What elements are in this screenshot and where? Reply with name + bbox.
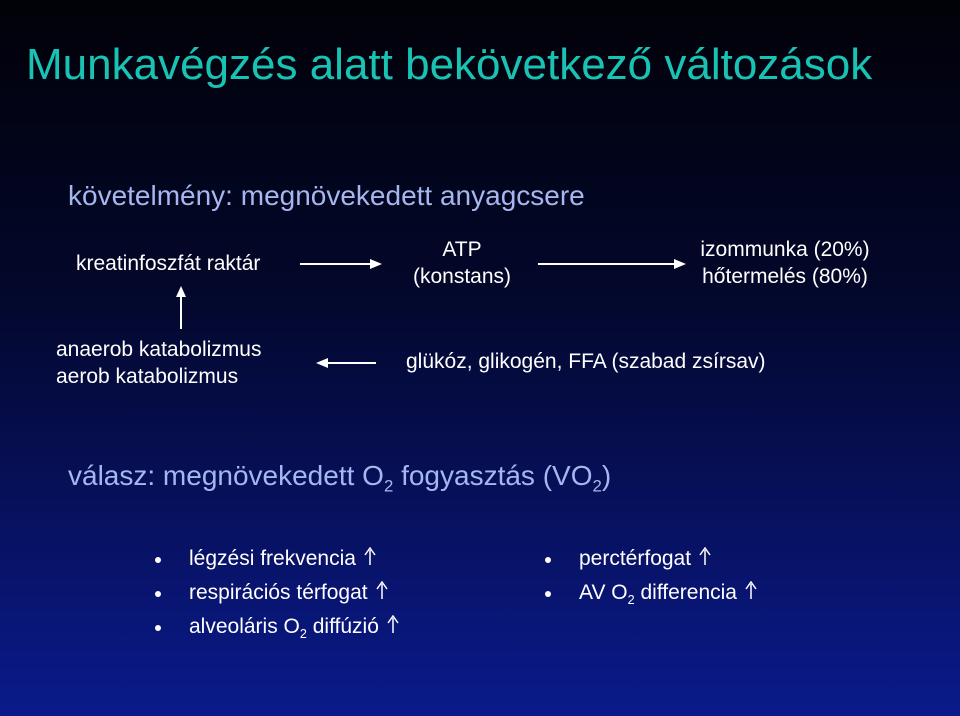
requirement-heading: követelmény: megnövekedett anyagcsere [68,180,585,211]
slide-title: Munkavégzés alatt bekövetkező változások [26,40,873,89]
heat-production-label: hőtermelés (80%) [702,265,868,288]
increase-arrow-icon [745,581,757,599]
increase-arrow-icon [387,615,399,633]
atp-box [400,236,524,290]
substrates-label: glükóz, glikogén, FFA (szabad zsírsav) [406,350,766,373]
atp-label: ATP [442,238,482,261]
bullet-list-right [545,542,757,610]
arrow-right-1-icon [300,256,384,272]
increase-arrow-icon [376,581,388,599]
aerobic-catabolism-label: aerob katabolizmus [56,365,239,388]
outcome-box [680,236,890,290]
creatine-phosphate-label: kreatinfoszfát raktár [76,252,261,275]
list-item: AV $O_2$ differencia [545,576,757,610]
list-item: respirációs térfogat [155,576,399,610]
atp-constant-label: (konstans) [412,265,512,288]
list-item: perctérfogat [545,542,757,576]
arrow-right-2-icon [538,256,688,272]
arrow-up-icon [173,285,189,331]
anaerobic-catabolism-label: anaerob katabolizmus [56,338,262,361]
increase-arrow-icon [364,547,376,565]
arrow-left-icon [314,355,378,371]
list-item: alveoláris $O_2$ diffúzió [155,610,399,644]
bullet-list-left [155,542,399,644]
increase-arrow-icon [699,547,711,565]
muscle-work-label: izommunka (20%) [700,238,870,261]
response-heading: válasz: megnövekedett $O_2$ fogyasztás $(VO_2)$ [68,460,612,496]
list-item: légzési frekvencia [155,542,399,576]
catabolism-box [56,336,261,390]
